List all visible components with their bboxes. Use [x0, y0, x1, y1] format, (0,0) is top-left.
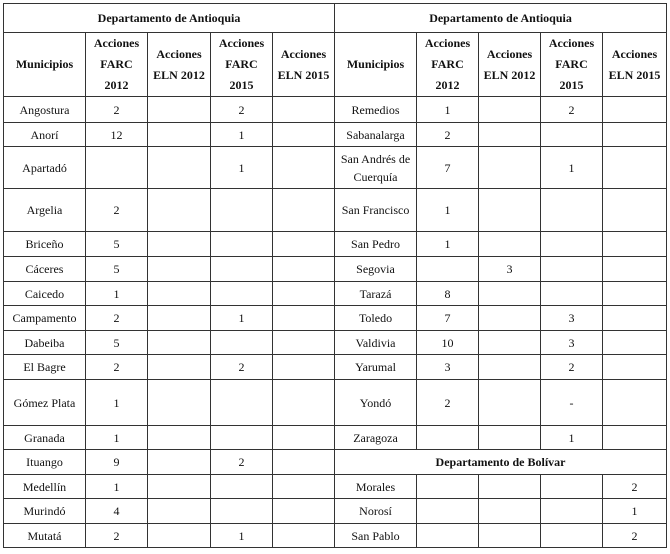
section-title: Departamento de Bolívar	[335, 450, 667, 475]
value-cell	[541, 282, 603, 306]
right-department-title: Departamento de Antioquia	[335, 4, 667, 33]
value-cell	[273, 306, 335, 331]
value-cell	[417, 475, 479, 499]
value-cell: 2	[541, 355, 603, 380]
table-row	[4, 123, 667, 147]
value-cell	[479, 426, 541, 450]
municipality-cell: Angostura	[4, 97, 86, 123]
table-row	[4, 380, 667, 426]
value-cell	[211, 426, 273, 450]
value-cell	[479, 232, 541, 257]
municipality-cell: San Andrés de Cuerquía	[335, 147, 417, 189]
table-row	[4, 282, 667, 306]
value-cell: 2	[417, 380, 479, 426]
value-cell	[148, 524, 211, 548]
municipality-cell: Campamento	[4, 306, 86, 331]
value-cell: 1	[417, 189, 479, 232]
value-cell	[603, 426, 667, 450]
value-cell	[479, 380, 541, 426]
value-cell	[148, 450, 211, 475]
value-cell	[148, 475, 211, 499]
value-cell	[211, 499, 273, 524]
value-cell	[148, 123, 211, 147]
value-cell	[273, 97, 335, 123]
value-cell	[273, 331, 335, 355]
value-cell	[603, 232, 667, 257]
value-cell	[273, 355, 335, 380]
right-column-header: Acciones FARC 2012	[417, 33, 479, 97]
value-cell: 2	[86, 189, 148, 232]
value-cell: 1	[86, 426, 148, 450]
municipality-cell: Dabeiba	[4, 331, 86, 355]
value-cell: 2	[211, 97, 273, 123]
value-cell	[603, 331, 667, 355]
value-cell: 1	[541, 426, 603, 450]
value-cell: 1	[86, 380, 148, 426]
value-cell	[541, 232, 603, 257]
table-row	[4, 524, 667, 548]
value-cell: 1	[86, 282, 148, 306]
value-cell	[417, 524, 479, 548]
value-cell	[603, 282, 667, 306]
municipality-cell: Caicedo	[4, 282, 86, 306]
value-cell	[148, 426, 211, 450]
left-column-header: Acciones FARC 2012	[86, 33, 148, 97]
municipality-cell: Zaragoza	[335, 426, 417, 450]
value-cell	[541, 499, 603, 524]
value-cell: 2	[603, 524, 667, 548]
value-cell: 3	[541, 306, 603, 331]
value-cell	[211, 331, 273, 355]
value-cell: 2	[211, 450, 273, 475]
value-cell	[541, 257, 603, 282]
value-cell	[273, 282, 335, 306]
value-cell	[603, 189, 667, 232]
value-cell: 7	[417, 147, 479, 189]
value-cell: 7	[417, 306, 479, 331]
municipality-cell: San Pedro	[335, 232, 417, 257]
value-cell: -	[541, 380, 603, 426]
municipality-cell: Argelia	[4, 189, 86, 232]
value-cell	[541, 475, 603, 499]
value-cell: 2	[211, 355, 273, 380]
table-row	[4, 232, 667, 257]
value-cell	[211, 282, 273, 306]
value-cell	[417, 499, 479, 524]
left-department-title: Departamento de Antioquia	[4, 4, 335, 33]
municipality-cell: Remedios	[335, 97, 417, 123]
value-cell	[479, 331, 541, 355]
value-cell	[273, 189, 335, 232]
municipality-cell: Mutatá	[4, 524, 86, 548]
municipality-cell: Granada	[4, 426, 86, 450]
value-cell: 2	[86, 97, 148, 123]
left-column-header: Acciones ELN 2012	[148, 33, 211, 97]
value-cell	[273, 380, 335, 426]
value-cell	[417, 257, 479, 282]
municipality-cell: Yondó	[335, 380, 417, 426]
table-row	[4, 355, 667, 380]
value-cell: 2	[86, 355, 148, 380]
municipality-cell: Apartadó	[4, 147, 86, 189]
table-row	[4, 331, 667, 355]
left-column-header: Municipios	[4, 33, 86, 97]
value-cell: 12	[86, 123, 148, 147]
value-cell: 1	[541, 147, 603, 189]
value-cell	[148, 331, 211, 355]
municipality-cell: Sabanalarga	[335, 123, 417, 147]
value-cell	[211, 475, 273, 499]
table-row	[4, 147, 667, 189]
table-row	[4, 475, 667, 499]
municipality-cell: Anorí	[4, 123, 86, 147]
value-cell	[273, 499, 335, 524]
municipality-cell: Tarazá	[335, 282, 417, 306]
municipality-cell: Toledo	[335, 306, 417, 331]
value-cell: 1	[211, 147, 273, 189]
value-cell: 1	[211, 306, 273, 331]
value-cell	[479, 355, 541, 380]
value-cell: 9	[86, 450, 148, 475]
right-column-header: Municipios	[335, 33, 417, 97]
right-column-header: Acciones ELN 2015	[603, 33, 667, 97]
value-cell	[148, 257, 211, 282]
value-cell	[479, 499, 541, 524]
value-cell	[273, 232, 335, 257]
value-cell: 1	[417, 232, 479, 257]
value-cell	[148, 147, 211, 189]
municipality-cell: Yarumal	[335, 355, 417, 380]
right-column-header: Acciones ELN 2012	[479, 33, 541, 97]
value-cell: 4	[86, 499, 148, 524]
value-cell	[148, 306, 211, 331]
value-cell: 2	[86, 524, 148, 548]
value-cell: 2	[417, 123, 479, 147]
value-cell	[603, 147, 667, 189]
value-cell	[211, 189, 273, 232]
table-row	[4, 450, 667, 475]
value-cell: 1	[417, 97, 479, 123]
municipality-cell: Ituango	[4, 450, 86, 475]
value-cell	[148, 232, 211, 257]
municipal-actions-table	[3, 3, 667, 548]
municipality-cell: Morales	[335, 475, 417, 499]
value-cell	[479, 524, 541, 548]
value-cell	[479, 189, 541, 232]
value-cell: 1	[603, 499, 667, 524]
value-cell: 1	[211, 123, 273, 147]
value-cell	[148, 282, 211, 306]
table-row	[4, 257, 667, 282]
municipality-cell: Briceño	[4, 232, 86, 257]
municipality-cell: Medellín	[4, 475, 86, 499]
value-cell	[211, 232, 273, 257]
value-cell: 5	[86, 232, 148, 257]
value-cell	[148, 97, 211, 123]
value-cell	[479, 282, 541, 306]
municipality-cell: Cáceres	[4, 257, 86, 282]
value-cell	[148, 380, 211, 426]
value-cell	[603, 123, 667, 147]
value-cell	[479, 475, 541, 499]
value-cell: 3	[417, 355, 479, 380]
table-row	[4, 499, 667, 524]
municipality-cell: Gómez Plata	[4, 380, 86, 426]
left-column-header: Acciones ELN 2015	[273, 33, 335, 97]
value-cell	[603, 355, 667, 380]
municipality-cell: Segovia	[335, 257, 417, 282]
value-cell	[148, 355, 211, 380]
value-cell	[148, 499, 211, 524]
value-cell	[273, 475, 335, 499]
table-row	[4, 189, 667, 232]
value-cell	[603, 380, 667, 426]
municipality-cell: El Bagre	[4, 355, 86, 380]
value-cell	[541, 189, 603, 232]
value-cell: 2	[86, 306, 148, 331]
value-cell: 8	[417, 282, 479, 306]
value-cell	[479, 123, 541, 147]
value-cell	[273, 147, 335, 189]
value-cell: 5	[86, 257, 148, 282]
municipality-cell: San Francisco	[335, 189, 417, 232]
municipality-cell: Valdivia	[335, 331, 417, 355]
value-cell	[273, 257, 335, 282]
right-column-header: Acciones FARC 2015	[541, 33, 603, 97]
value-cell	[273, 123, 335, 147]
value-cell	[479, 306, 541, 331]
value-cell	[603, 306, 667, 331]
value-cell	[541, 123, 603, 147]
value-cell	[417, 426, 479, 450]
value-cell	[273, 524, 335, 548]
value-cell: 2	[603, 475, 667, 499]
value-cell: 1	[86, 475, 148, 499]
value-cell	[603, 257, 667, 282]
value-cell	[603, 97, 667, 123]
value-cell	[211, 257, 273, 282]
value-cell	[273, 426, 335, 450]
municipality-cell: San Pablo	[335, 524, 417, 548]
table-row	[4, 306, 667, 331]
value-cell: 5	[86, 331, 148, 355]
value-cell	[273, 450, 335, 475]
value-cell: 10	[417, 331, 479, 355]
left-column-header: Acciones FARC 2015	[211, 33, 273, 97]
value-cell	[211, 380, 273, 426]
municipality-cell: Murindó	[4, 499, 86, 524]
value-cell	[479, 147, 541, 189]
municipality-cell: Norosí	[335, 499, 417, 524]
value-cell: 1	[211, 524, 273, 548]
table-row	[4, 97, 667, 123]
value-cell	[148, 189, 211, 232]
value-cell: 3	[541, 331, 603, 355]
value-cell	[479, 97, 541, 123]
value-cell: 2	[541, 97, 603, 123]
value-cell	[541, 524, 603, 548]
table-row	[4, 426, 667, 450]
value-cell	[86, 147, 148, 189]
value-cell: 3	[479, 257, 541, 282]
